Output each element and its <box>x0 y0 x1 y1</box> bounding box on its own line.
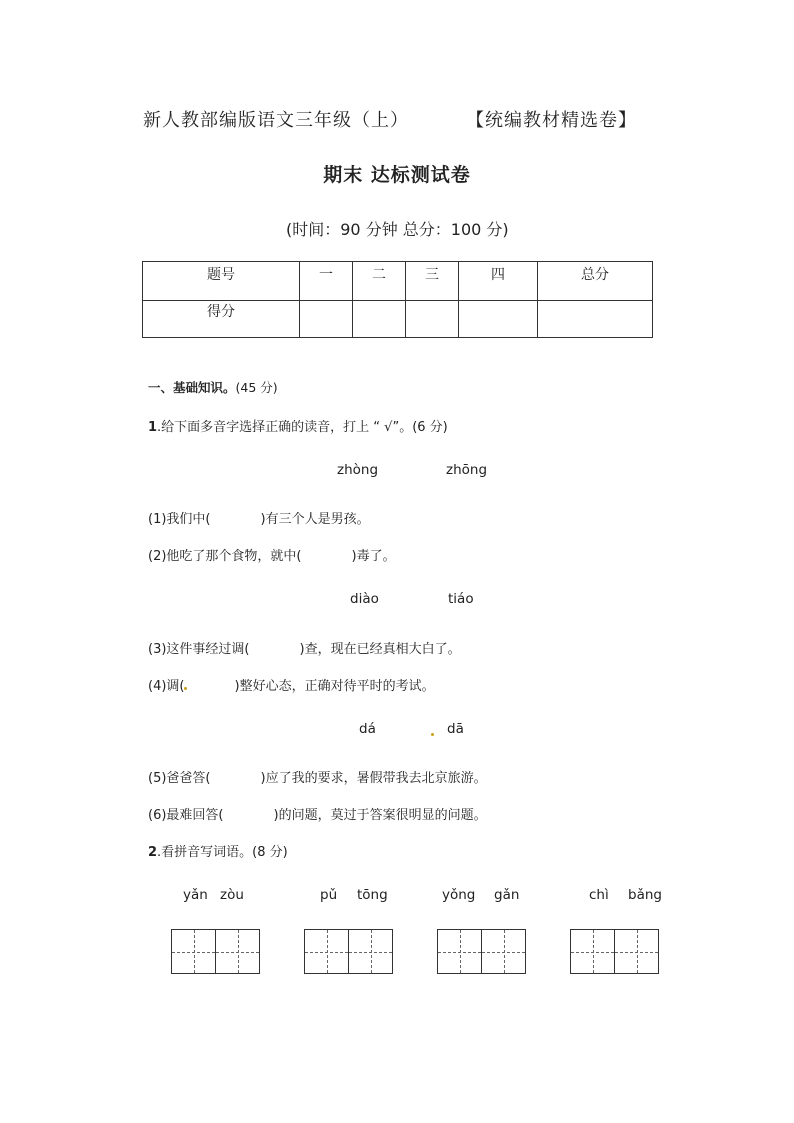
pinyin-option: dá <box>359 721 376 737</box>
question-item <box>148 545 396 564</box>
question-2-prompt <box>148 841 288 860</box>
score-table-header-cell: 一 <box>300 262 353 301</box>
item-text-before-blank: (6)最难回答( <box>148 808 224 823</box>
writing-cell[interactable] <box>215 929 260 974</box>
score-cell[interactable] <box>353 301 406 338</box>
section-heading <box>148 378 278 396</box>
writing-cell[interactable] <box>348 929 393 974</box>
word-pinyin: yǒng <box>442 887 476 903</box>
question-item <box>148 638 461 657</box>
writing-grid <box>437 929 526 974</box>
question-item <box>148 508 370 527</box>
item-text-before-blank: (2)他吃了那个食物，就中( <box>148 549 302 564</box>
word-pinyin: gǎn <box>494 887 520 903</box>
section-points: (45 分) <box>235 380 278 395</box>
word-pinyin: chì <box>589 887 609 903</box>
score-table-header-cell: 二 <box>353 262 406 301</box>
question-text: .看拼音写词语。(8 分) <box>157 845 288 860</box>
paper-header-title: 新人教部编版语文三年级（上） <box>143 110 409 131</box>
question-text: .给下面多音字选择正确的读音，打上 “ √”。(6 分) <box>157 420 448 435</box>
score-table-header-cell: 题号 <box>143 262 300 301</box>
score-table-row-label: 得分 <box>143 301 300 338</box>
writing-cell[interactable] <box>171 929 216 974</box>
stray-dot-mark <box>184 687 187 690</box>
writing-grid <box>304 929 393 974</box>
question-number: 2 <box>148 845 158 860</box>
pinyin-option: zhòng <box>337 462 379 478</box>
item-text-after-blank: )有三个人是男孩。 <box>260 512 370 527</box>
score-cell[interactable] <box>300 301 353 338</box>
item-text-after-blank: )毒了。 <box>351 549 396 564</box>
pinyin-option: tiáo <box>448 591 474 607</box>
writing-cell[interactable] <box>614 929 659 974</box>
score-table-header-cell: 总分 <box>538 262 653 301</box>
pinyin-option: zhōng <box>446 462 488 478</box>
pinyin-option: diào <box>350 591 379 607</box>
word-pinyin: pǔ <box>320 887 338 903</box>
score-table-header-cell: 三 <box>406 262 459 301</box>
writing-cell[interactable] <box>304 929 349 974</box>
writing-cell[interactable] <box>570 929 615 974</box>
score-cell[interactable] <box>538 301 653 338</box>
writing-cell[interactable] <box>437 929 482 974</box>
writing-grid <box>171 929 260 974</box>
score-table-header-cell: 四 <box>459 262 538 301</box>
score-table-score-row <box>143 301 653 338</box>
exam-title: 期末 达标测试卷 <box>323 164 471 186</box>
writing-grid <box>570 929 659 974</box>
section-title: 一、基础知识。 <box>148 380 236 395</box>
writing-cell[interactable] <box>481 929 526 974</box>
score-table-header-row <box>143 262 653 301</box>
word-pinyin: zòu <box>220 887 244 903</box>
score-cell[interactable] <box>406 301 459 338</box>
question-1-prompt <box>148 416 448 435</box>
word-pinyin: bǎng <box>628 887 662 903</box>
item-text-before-blank: (4)调( <box>148 679 185 694</box>
question-number: 1 <box>148 420 158 435</box>
question-item <box>148 804 487 823</box>
score-cell[interactable] <box>459 301 538 338</box>
item-text-before-blank: (3)这件事经过调( <box>148 642 250 657</box>
score-table <box>142 261 653 338</box>
word-pinyin: yǎn <box>183 887 208 903</box>
question-item <box>148 767 487 786</box>
word-pinyin: tōng <box>357 887 388 903</box>
item-text-after-blank: )整好心态，正确对待平时的考试。 <box>234 679 435 694</box>
item-text-after-blank: )的问题，莫过于答案很明显的问题。 <box>273 808 487 823</box>
pinyin-option: dā <box>447 721 464 737</box>
question-item <box>148 675 435 694</box>
item-text-after-blank: )查，现在已经真相大白了。 <box>299 642 461 657</box>
exam-time-and-score: (时间：90 分钟 总分：100 分) <box>286 220 509 239</box>
item-text-before-blank: (1)我们中( <box>148 512 211 527</box>
item-text-after-blank: )应了我的要求，暑假带我去北京旅游。 <box>260 771 487 786</box>
paper-header-tag: 【统编教材精选卷】 <box>466 110 637 131</box>
stray-dot-mark <box>431 733 434 736</box>
item-text-before-blank: (5)爸爸答( <box>148 771 211 786</box>
